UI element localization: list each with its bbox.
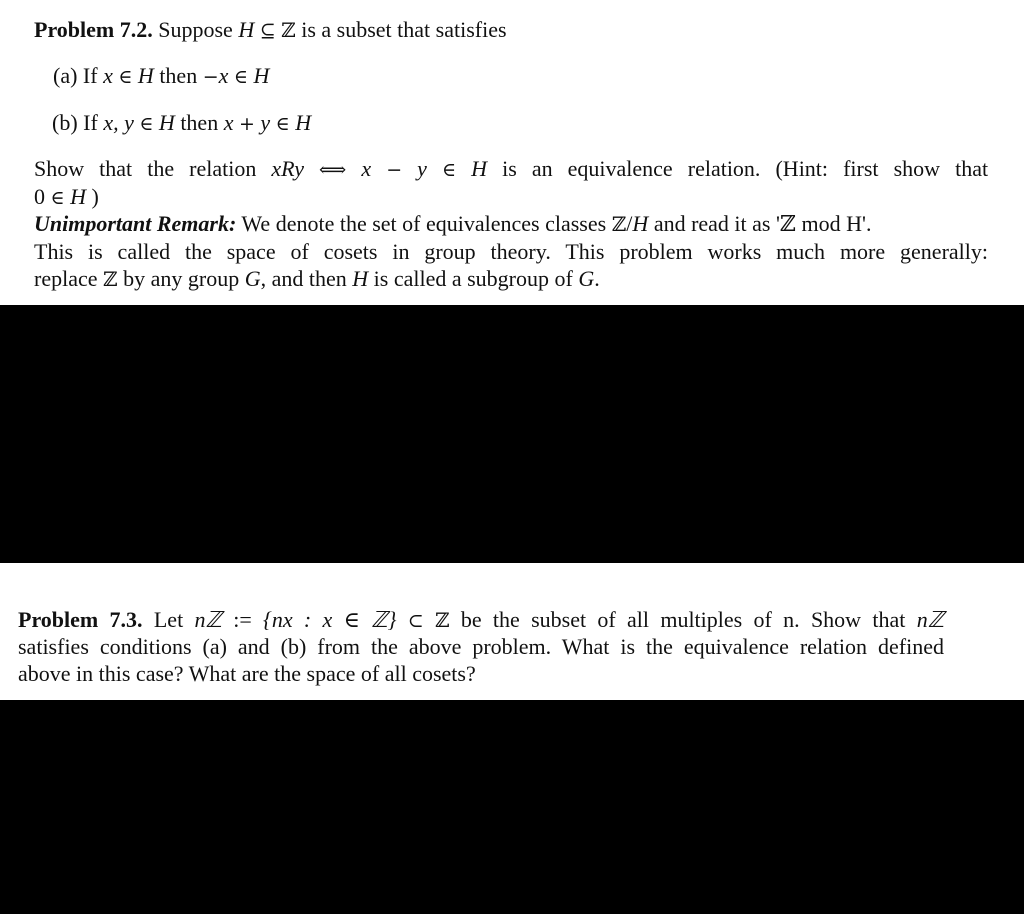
- problem-7-3-line-2: [18, 633, 944, 661]
- math-nZ: nℤ: [194, 607, 222, 632]
- p73-text-line-3: above in this case? What are the space of all cosets?: [18, 661, 476, 686]
- remark-text-1: We denote the set of equivalences classes: [241, 211, 607, 236]
- math-H: H: [632, 211, 649, 236]
- p73-text-1: Let: [153, 607, 184, 632]
- math-nZ: nℤ: [916, 607, 945, 632]
- math-y: y: [417, 156, 427, 181]
- remark-text-2: and read it as 'ℤ mod H'.: [653, 211, 872, 236]
- math-xRy: xRy: [271, 156, 304, 181]
- math-in: ∈: [442, 159, 457, 181]
- remark-text-4: by any group: [123, 266, 240, 291]
- math-in: ∈: [118, 66, 133, 88]
- remark-line-1: [34, 210, 871, 238]
- remark-text-line-2: This is called the space of cosets in group theory. This problem works much more generally:: [34, 239, 988, 264]
- condition-a: [53, 62, 269, 91]
- condition-b-then: then: [180, 110, 219, 135]
- math-H: H: [295, 110, 312, 135]
- intro-text-2: is a subset that satisfies: [301, 17, 507, 42]
- close-paren: ): [91, 184, 99, 209]
- problem-7-3-title: Problem 7.3.: [18, 607, 143, 632]
- condition-b: [52, 109, 311, 138]
- remark-line-3: [34, 265, 600, 293]
- condition-a-then: then: [159, 63, 198, 88]
- condition-b-label: (b): [52, 110, 78, 135]
- math-y: y: [260, 110, 271, 135]
- remark-line-2: [34, 238, 988, 266]
- math-Z: ℤ: [611, 212, 627, 236]
- math-x: x: [223, 110, 234, 135]
- problem-7-2-statement: [34, 16, 507, 45]
- math-in: ∈: [233, 66, 248, 88]
- problem-7-3-line-3: [18, 660, 476, 688]
- math-subset: ⊂: [407, 610, 424, 632]
- math-xy: x, y: [103, 110, 134, 135]
- math-zero: 0: [34, 184, 45, 209]
- math-x: x: [361, 156, 372, 181]
- math-Z: ℤ: [281, 18, 296, 42]
- show-text-1: Show that the relation: [34, 156, 257, 181]
- math-in: ∈: [275, 113, 290, 135]
- math-G: G: [244, 266, 261, 291]
- math-x: x: [218, 63, 229, 88]
- remark-text-6: is called a subgroup of: [373, 266, 573, 291]
- math-minus: −: [386, 159, 403, 181]
- math-iff: ⟺: [319, 159, 347, 181]
- math-H: H: [253, 63, 270, 88]
- condition-a-if: If: [82, 63, 98, 88]
- math-subseteq: ⊆: [259, 20, 276, 42]
- math-H: H: [70, 184, 86, 209]
- show-line-1: [34, 155, 988, 184]
- condition-a-label: (a): [53, 63, 78, 88]
- math-Z: ℤ: [103, 267, 118, 291]
- math-in: ∈: [50, 187, 65, 209]
- show-text-2: is an equivalence relation. (Hint: first show that: [502, 156, 989, 181]
- remark-text-3: replace: [34, 266, 98, 291]
- math-in: ∈: [139, 113, 154, 135]
- math-set: {nx : x ∈ ℤ}: [263, 607, 397, 632]
- math-Z: ℤ: [434, 608, 450, 632]
- math-G: G: [578, 266, 595, 291]
- problem-7-2-title: Problem 7.2.: [34, 17, 153, 42]
- remark-text-5: , and then: [260, 266, 347, 291]
- math-slash: /: [626, 211, 633, 236]
- math-H: H: [352, 266, 369, 291]
- problem-7-3-panel: [0, 563, 1024, 700]
- problem-7-2-panel: [0, 0, 1024, 305]
- show-line-2: [34, 183, 99, 212]
- math-H: H: [471, 156, 488, 181]
- condition-b-if: If: [83, 110, 98, 135]
- remark-label: Unimportant Remark:: [34, 211, 237, 236]
- math-plus: +: [238, 113, 255, 135]
- remark-text-7: .: [594, 266, 600, 291]
- p73-text-line-2: satisfies conditions (a) and (b) from the above problem. What is the equivalence relation defined: [18, 634, 944, 659]
- p73-text-2: be the subset of all multiples of n. Show that: [460, 607, 906, 632]
- math-H: H: [158, 110, 175, 135]
- problem-7-3-line-1: [18, 606, 944, 635]
- intro-text-1: Suppose: [158, 17, 233, 42]
- math-def: :=: [233, 607, 252, 632]
- math-H: H: [238, 17, 255, 42]
- math-H: H: [137, 63, 154, 88]
- math-x: x: [103, 63, 113, 88]
- math-minus: −: [202, 66, 219, 88]
